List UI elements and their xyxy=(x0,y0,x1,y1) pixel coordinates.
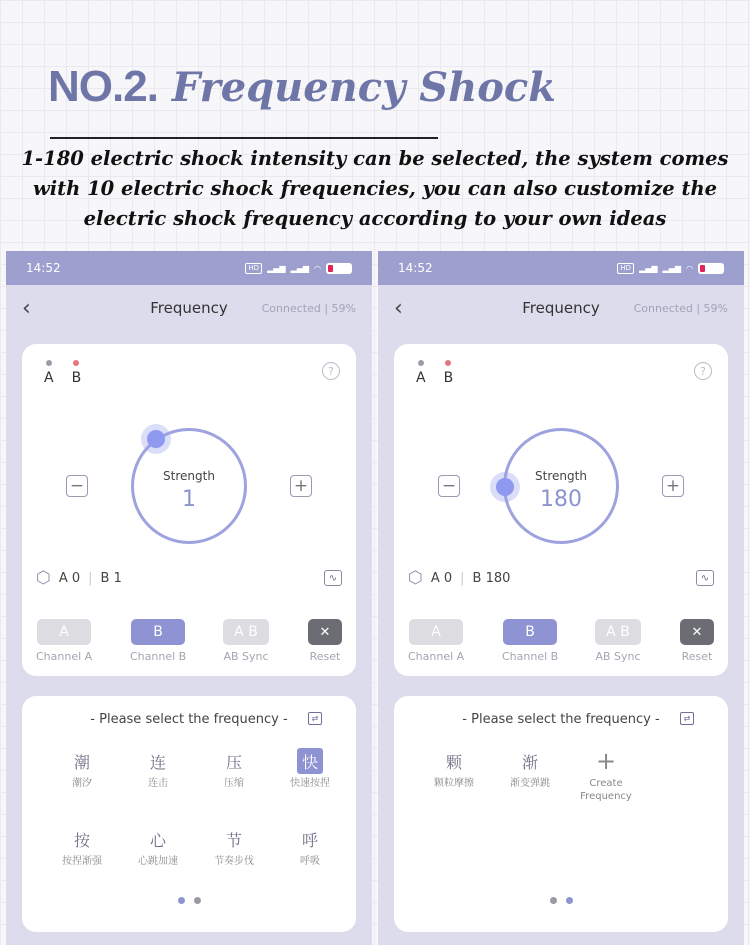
phone-screen-left xyxy=(6,251,372,945)
status-bar xyxy=(378,251,744,285)
nav-bar xyxy=(378,285,744,331)
channel-values xyxy=(408,568,510,588)
frequency-caption: 心跳加速 xyxy=(138,856,178,867)
channel-a-indicator xyxy=(44,360,54,386)
frequency-caption: 节奏步伐 xyxy=(214,856,254,867)
channel-a-value: A 0 xyxy=(58,570,81,586)
strength-label: Strength xyxy=(163,469,215,483)
strength-value: 180 xyxy=(540,487,582,512)
channel-b-indicator xyxy=(444,360,454,386)
channel-b-button[interactable] xyxy=(502,619,558,663)
channel-b-dot xyxy=(445,360,451,366)
close-icon[interactable]: ✕ xyxy=(308,619,342,645)
channel-a-caption: Channel A xyxy=(36,650,93,663)
headline-number: NO.2. xyxy=(48,62,158,111)
status-icons xyxy=(245,263,352,274)
channel-a-dot xyxy=(418,360,424,366)
back-icon[interactable]: ‹ xyxy=(394,295,403,321)
channel-a-dot xyxy=(46,360,52,366)
frequency-item[interactable] xyxy=(196,826,272,868)
connection-status: Connected | 59% xyxy=(633,301,728,315)
ab-sync-button-face[interactable]: A B xyxy=(595,619,641,645)
channel-a-label: A xyxy=(44,370,54,386)
signal-icon: ▂▄▆ xyxy=(639,263,658,273)
signal-icon: ▂▄▆ xyxy=(267,263,286,273)
channel-legend xyxy=(416,360,453,386)
channel-a-button[interactable] xyxy=(408,619,464,663)
description-line: with 10 electric shock frequencies, you can also customize the xyxy=(32,177,718,200)
frequency-item[interactable] xyxy=(44,826,120,868)
frequency-caption: 快速按捏 xyxy=(290,778,330,789)
frequency-item[interactable] xyxy=(416,748,492,790)
page-dot[interactable] xyxy=(194,897,201,904)
frequency-caption: 渐变弹跳 xyxy=(510,778,550,789)
frequency-item[interactable] xyxy=(120,826,196,868)
reset-caption: Reset xyxy=(309,650,341,663)
headline xyxy=(48,62,556,122)
connection-status: Connected | 59% xyxy=(261,301,356,315)
signal-icon: ▂▄▆ xyxy=(662,263,682,273)
channel-a-button-face[interactable]: A xyxy=(409,619,463,645)
frequency-caption: 潮汐 xyxy=(72,778,92,789)
headline-title: Frequency Shock xyxy=(171,64,556,111)
description-line: electric shock frequency according to your own ideas xyxy=(83,207,667,230)
channel-a-label: A xyxy=(416,370,426,386)
frequency-caption: 颗粒摩擦 xyxy=(434,778,474,789)
frequency-caption: 连击 xyxy=(148,778,168,789)
frequency-glyph: 潮 xyxy=(73,752,90,772)
status-time: 14:52 xyxy=(26,261,61,275)
hexagon-icon: ⬡ xyxy=(36,568,51,588)
strength-card xyxy=(22,344,356,676)
frequency-item[interactable] xyxy=(196,748,272,790)
channel-a-indicator xyxy=(416,360,426,386)
channel-legend xyxy=(44,360,81,386)
channel-b-value: B 1 xyxy=(100,570,122,586)
ab-sync-button-face[interactable]: A B xyxy=(223,619,269,645)
frequency-item[interactable] xyxy=(272,748,348,790)
increase-strength-button[interactable]: + xyxy=(662,475,684,497)
channel-b-caption: Channel B xyxy=(502,650,559,663)
increase-strength-button[interactable]: + xyxy=(290,475,312,497)
frequency-glyph: 呼 xyxy=(301,830,318,850)
channel-a-caption: Channel A xyxy=(408,650,465,663)
ab-sync-caption: AB Sync xyxy=(223,650,269,663)
strength-knob[interactable] xyxy=(490,472,520,502)
strength-knob[interactable] xyxy=(141,424,171,454)
value-separator: | xyxy=(460,570,465,586)
channel-b-indicator xyxy=(72,360,82,386)
phone-screen-right xyxy=(378,251,744,945)
ab-sync-button[interactable] xyxy=(595,619,641,663)
channel-b-button[interactable] xyxy=(130,619,186,663)
headline-divider xyxy=(50,137,438,139)
waveform-icon[interactable]: ∿ xyxy=(696,570,714,586)
frequency-glyph: 快 xyxy=(297,748,323,774)
hd-icon: HD xyxy=(245,263,262,274)
frequency-glyph: 心 xyxy=(149,830,166,850)
channel-a-value: A 0 xyxy=(430,570,453,586)
battery-icon xyxy=(698,263,724,274)
frequency-caption: Create Frequency xyxy=(580,778,632,802)
strength-card xyxy=(394,344,728,676)
strength-value: 1 xyxy=(182,487,196,512)
frequency-item[interactable] xyxy=(272,826,348,868)
channel-b-label: B xyxy=(71,370,82,386)
page-title: Frequency xyxy=(522,299,600,317)
battery-icon xyxy=(326,263,352,274)
strength-dial[interactable] xyxy=(503,428,619,544)
nav-bar xyxy=(6,285,372,331)
frequency-caption: 压缩 xyxy=(224,778,244,789)
ab-sync-caption: AB Sync xyxy=(595,650,641,663)
reset-button[interactable] xyxy=(680,619,714,663)
shuffle-icon[interactable]: ⇄ xyxy=(680,712,694,725)
signal-icon: ▂▄▆ xyxy=(290,263,310,273)
frequency-glyph: 节 xyxy=(225,830,242,850)
frequency-card xyxy=(394,696,728,932)
frequency-caption: 呼吸 xyxy=(300,856,320,867)
ab-sync-button[interactable] xyxy=(223,619,269,663)
page-dot[interactable] xyxy=(178,897,185,904)
page-dot[interactable] xyxy=(566,897,573,904)
frequency-header: - Please select the frequency - xyxy=(462,712,660,727)
help-icon[interactable]: ? xyxy=(322,362,340,380)
frequency-item[interactable] xyxy=(492,748,568,790)
frequency-item[interactable] xyxy=(44,748,120,790)
wifi-icon: ◠ xyxy=(314,263,321,273)
status-bar xyxy=(6,251,372,285)
frequency-glyph: 按 xyxy=(73,830,90,850)
value-separator: | xyxy=(88,570,93,586)
plus-icon: + xyxy=(595,747,617,775)
status-time: 14:52 xyxy=(398,261,433,275)
frequency-caption: 按捏渐强 xyxy=(62,856,102,867)
frequency-header: - Please select the frequency - xyxy=(90,712,288,727)
frequency-glyph: 压 xyxy=(225,752,242,772)
channel-b-button-face[interactable]: B xyxy=(503,619,557,645)
decrease-strength-button[interactable]: − xyxy=(438,475,460,497)
channel-b-value: B 180 xyxy=(472,570,511,586)
shuffle-icon[interactable]: ⇄ xyxy=(308,712,322,725)
decrease-strength-button[interactable]: − xyxy=(66,475,88,497)
frequency-item[interactable] xyxy=(120,748,196,790)
page-dot[interactable] xyxy=(550,897,557,904)
page-indicator xyxy=(394,897,728,904)
create-frequency-button[interactable] xyxy=(568,748,644,803)
frequency-glyph: 渐 xyxy=(521,752,538,772)
page-title: Frequency xyxy=(150,299,228,317)
help-icon[interactable]: ? xyxy=(694,362,712,380)
reset-button[interactable] xyxy=(308,619,342,663)
close-icon[interactable]: ✕ xyxy=(680,619,714,645)
strength-label: Strength xyxy=(535,469,587,483)
status-icons xyxy=(617,263,724,274)
channel-a-button-face[interactable]: A xyxy=(37,619,91,645)
page-indicator xyxy=(22,897,356,904)
frequency-card xyxy=(22,696,356,932)
wifi-icon: ◠ xyxy=(686,263,693,273)
channel-a-button[interactable] xyxy=(36,619,92,663)
channel-b-caption: Channel B xyxy=(130,650,187,663)
channel-b-label: B xyxy=(443,370,454,386)
hexagon-icon: ⬡ xyxy=(408,568,423,588)
waveform-icon[interactable]: ∿ xyxy=(324,570,342,586)
channel-values xyxy=(36,568,122,588)
channel-b-dot xyxy=(73,360,79,366)
reset-caption: Reset xyxy=(681,650,713,663)
frequency-glyph: 连 xyxy=(149,752,166,772)
back-icon[interactable]: ‹ xyxy=(22,295,31,321)
channel-b-button-face[interactable]: B xyxy=(131,619,185,645)
headline-description xyxy=(0,144,750,234)
frequency-glyph: 颗 xyxy=(445,752,462,772)
hd-icon: HD xyxy=(617,263,634,274)
description-line: 1-180 electric shock intensity can be selected, the system comes xyxy=(21,147,729,170)
